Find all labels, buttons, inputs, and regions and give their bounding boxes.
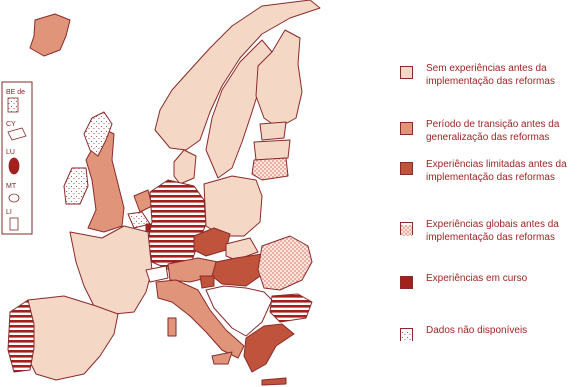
legend-label-transition: Período de transição antes da generalização das reformas: [426, 119, 560, 143]
legend-item-transition: [400, 118, 578, 144]
region-portugal: [8, 300, 34, 372]
legend-swatch-global: [400, 222, 413, 235]
legend-label-limited: Experiências limitadas antes da implementação das reformas: [426, 159, 567, 183]
legend-item-none: [400, 62, 578, 88]
inset-shape-be: [8, 98, 18, 112]
dot-pattern-icon: [401, 225, 412, 236]
region-bulgaria: [270, 294, 312, 322]
region-sardinia: [168, 318, 176, 336]
legend-swatch-none: [400, 66, 413, 79]
region-sicily: [212, 352, 232, 364]
legend-swatch-nodata: [400, 328, 413, 341]
legend-label-global: Experiências globais antes da implementação das reformas: [426, 219, 559, 243]
region-ireland: [64, 168, 88, 204]
region-iceland: [30, 14, 70, 56]
inset-label-li: LI: [6, 209, 12, 216]
region-denmark: [174, 150, 196, 184]
inset-shape-mt: [9, 194, 19, 202]
legend-swatch-limited: [400, 162, 413, 175]
inset-shape-lu: [9, 158, 19, 174]
region-slovenia: [200, 276, 214, 288]
legend-item-ongoing: [400, 272, 578, 289]
region-crete: [262, 378, 286, 385]
legend-label-nodata: Dados não disponíveis: [426, 325, 528, 336]
inset-label-lu: LU: [6, 149, 15, 156]
inset-panel: [2, 82, 32, 234]
legend-label-ongoing: Experiências em curso: [426, 273, 528, 284]
region-estonia: [260, 122, 286, 140]
legend-item-global: [400, 218, 578, 244]
legend-label-none: Sem experiências antes da implementação das reformas: [426, 63, 555, 87]
region-lithuania: [252, 158, 288, 180]
legend-swatch-ongoing: [400, 276, 413, 289]
region-france: [70, 226, 152, 314]
legend-swatch-transition: [400, 122, 413, 135]
region-romania: [258, 236, 312, 290]
legend-item-limited: [400, 158, 578, 184]
inset-shape-li: [10, 218, 18, 230]
nodata-pattern-icon: [401, 331, 412, 342]
legend-item-nodata: [400, 324, 578, 341]
region-germany: [148, 180, 206, 270]
region-latvia: [254, 140, 290, 160]
region-poland: [204, 176, 262, 236]
inset-label-mt: MT: [6, 183, 17, 190]
region-spain: [24, 296, 118, 380]
inset-label-be: BE de: [6, 89, 26, 96]
region-netherlands: [134, 190, 152, 212]
inset-label-cy: CY: [6, 121, 16, 128]
